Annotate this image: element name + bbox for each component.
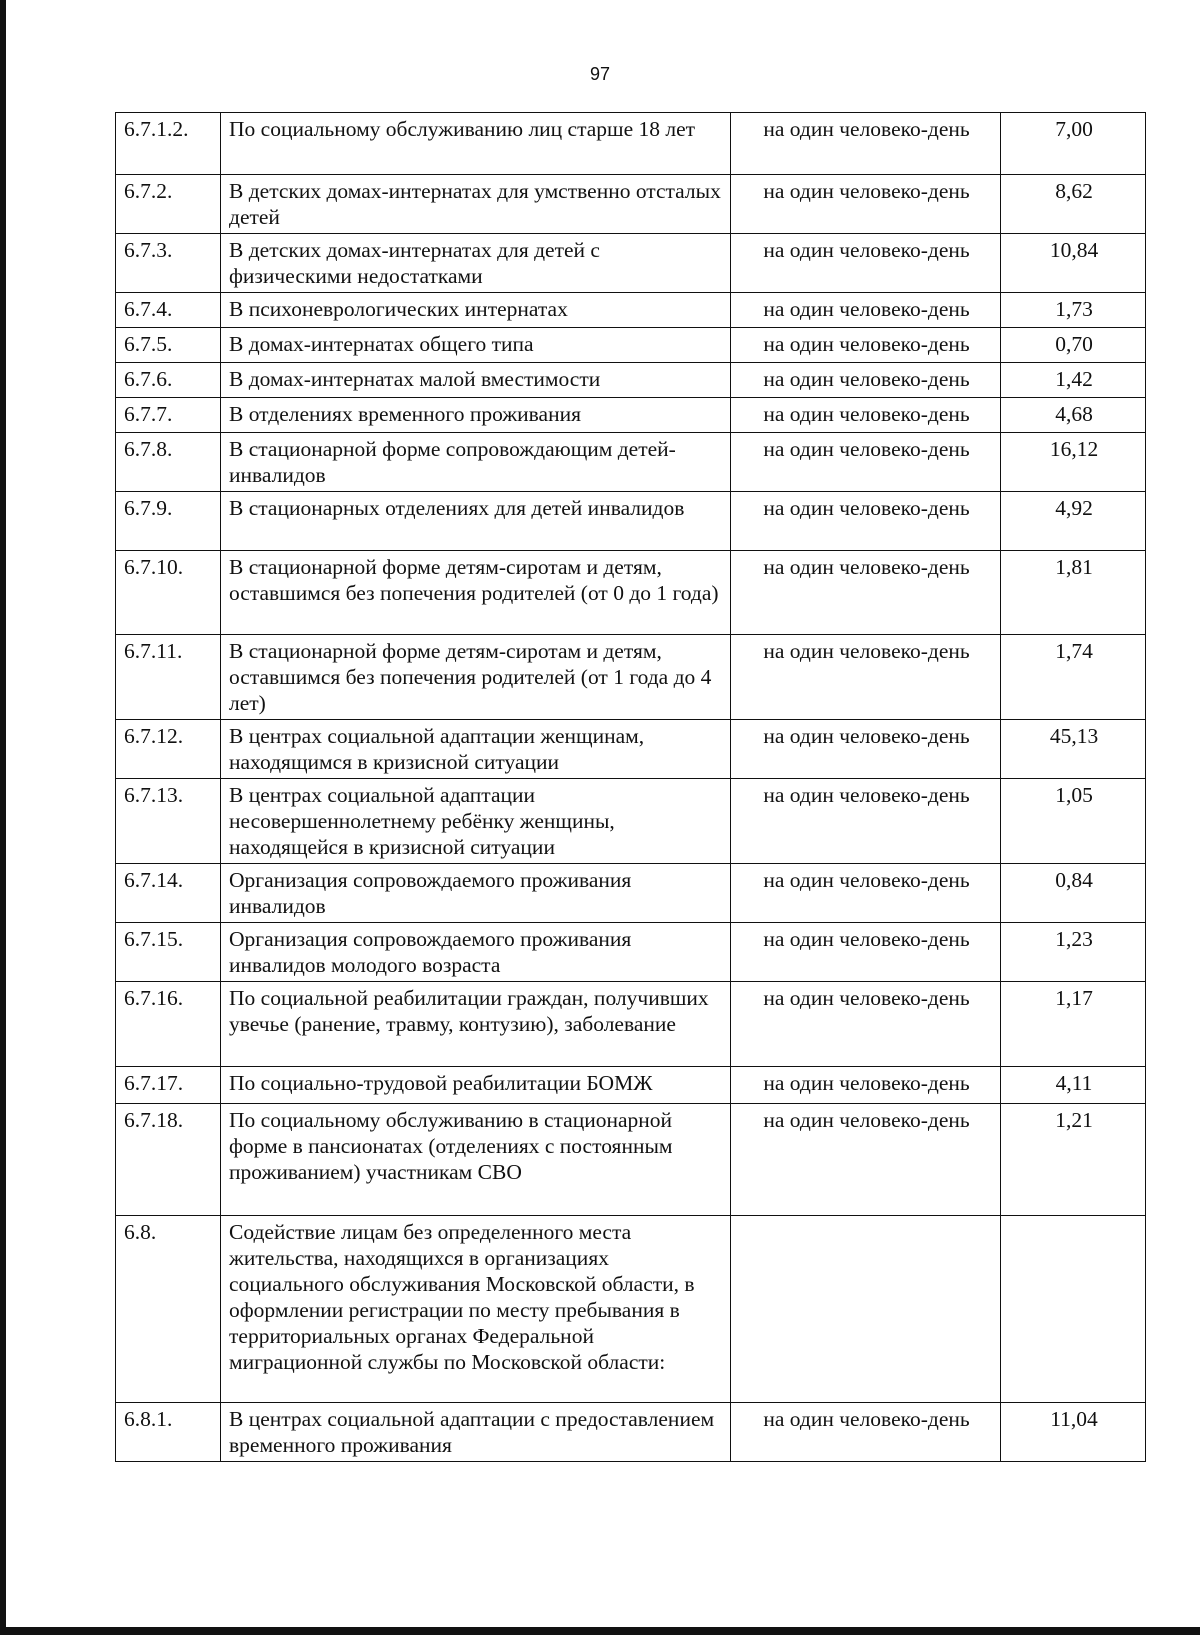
row-unit: на один человеко-день	[731, 551, 1001, 635]
row-value: 4,68	[1001, 398, 1146, 433]
row-value: 0,84	[1001, 864, 1146, 923]
row-name: Организация сопровождаемого проживания инвалидов молодого возраста	[221, 923, 731, 982]
row-name: В стационарных отделениях для детей инвалидов	[221, 492, 731, 551]
row-code: 6.7.10.	[116, 551, 221, 635]
row-value: 10,84	[1001, 234, 1146, 293]
row-unit: на один человеко-день	[731, 923, 1001, 982]
row-unit: на один человеко-день	[731, 492, 1001, 551]
row-unit: на один человеко-день	[731, 398, 1001, 433]
row-unit	[731, 1216, 1001, 1403]
row-name: В психоневрологических интернатах	[221, 293, 731, 328]
row-unit: на один человеко-день	[731, 864, 1001, 923]
table-row	[116, 293, 1146, 328]
row-code: 6.7.17.	[116, 1067, 221, 1104]
row-code: 6.7.15.	[116, 923, 221, 982]
row-unit: на один человеко-день	[731, 175, 1001, 234]
row-code: 6.8.1.	[116, 1403, 221, 1462]
table-row	[116, 398, 1146, 433]
scan-edge-bottom	[0, 1627, 1200, 1635]
row-code: 6.7.18.	[116, 1104, 221, 1216]
table-row	[116, 551, 1146, 635]
row-name: В центрах социальной адаптации несовершеннолетнему ребёнку женщины, находящейся в кризисной ситуации	[221, 779, 731, 864]
table-row	[116, 328, 1146, 363]
row-code: 6.7.1.2.	[116, 113, 221, 175]
row-unit: на один человеко-день	[731, 1067, 1001, 1104]
table-row	[116, 779, 1146, 864]
row-code: 6.7.7.	[116, 398, 221, 433]
row-value	[1001, 1216, 1146, 1403]
row-name: По социально-трудовой реабилитации БОМЖ	[221, 1067, 731, 1104]
row-value: 1,74	[1001, 635, 1146, 720]
row-name: В детских домах-интернатах для умственно отсталых детей	[221, 175, 731, 234]
row-value: 1,81	[1001, 551, 1146, 635]
row-value: 1,21	[1001, 1104, 1146, 1216]
row-name: В отделениях временного проживания	[221, 398, 731, 433]
row-unit: на один человеко-день	[731, 1403, 1001, 1462]
row-value: 45,13	[1001, 720, 1146, 779]
table-row	[116, 492, 1146, 551]
row-unit: на один человеко-день	[731, 635, 1001, 720]
row-unit: на один человеко-день	[731, 363, 1001, 398]
row-value: 1,17	[1001, 982, 1146, 1067]
table-row	[116, 720, 1146, 779]
table-row	[116, 433, 1146, 492]
row-name: В центрах социальной адаптации с предоставлением временного проживания	[221, 1403, 731, 1462]
row-code: 6.7.8.	[116, 433, 221, 492]
row-code: 6.7.9.	[116, 492, 221, 551]
row-name: По социальной реабилитации граждан, получивших увечье (ранение, травму, контузию), заболевание	[221, 982, 731, 1067]
row-code: 6.7.3.	[116, 234, 221, 293]
row-unit: на один человеко-день	[731, 328, 1001, 363]
row-name: По социальному обслуживанию в стационарной форме в пансионатах (отделениях с постоянным проживанием) участникам СВО	[221, 1104, 731, 1216]
row-value: 0,70	[1001, 328, 1146, 363]
table-row	[116, 1403, 1146, 1462]
row-unit: на один человеко-день	[731, 293, 1001, 328]
row-unit: на один человеко-день	[731, 982, 1001, 1067]
row-code: 6.7.6.	[116, 363, 221, 398]
row-name: Организация сопровождаемого проживания инвалидов	[221, 864, 731, 923]
table-row	[116, 1067, 1146, 1104]
row-unit: на один человеко-день	[731, 113, 1001, 175]
row-name: Содействие лицам без определенного места жительства, находящихся в организациях социального обслуживания Московской области, в оформлении регистрации по месту пребывания в территориальных органах Федеральной миграционной службы по Московской области:	[221, 1216, 731, 1403]
row-code: 6.7.11.	[116, 635, 221, 720]
row-code: 6.7.13.	[116, 779, 221, 864]
table-row	[116, 113, 1146, 175]
rates-table	[115, 112, 1146, 1462]
row-unit: на один человеко-день	[731, 433, 1001, 492]
table-row	[116, 923, 1146, 982]
table-row	[116, 1216, 1146, 1403]
row-name: В центрах социальной адаптации женщинам, находящимся в кризисной ситуации	[221, 720, 731, 779]
table-row	[116, 864, 1146, 923]
row-code: 6.7.14.	[116, 864, 221, 923]
row-code: 6.8.	[116, 1216, 221, 1403]
row-value: 16,12	[1001, 433, 1146, 492]
row-code: 6.7.5.	[116, 328, 221, 363]
row-value: 4,92	[1001, 492, 1146, 551]
row-value: 8,62	[1001, 175, 1146, 234]
row-value: 7,00	[1001, 113, 1146, 175]
table-row	[116, 982, 1146, 1067]
row-code: 6.7.16.	[116, 982, 221, 1067]
page-number: 97	[589, 64, 611, 84]
row-name: В домах-интернатах малой вместимости	[221, 363, 731, 398]
row-unit: на один человеко-день	[731, 1104, 1001, 1216]
table-row	[116, 1104, 1146, 1216]
row-name: В стационарной форме детям-сиротам и детям, оставшимся без попечения родителей (от 1 года до 4 лет)	[221, 635, 731, 720]
scan-edge-left	[0, 0, 6, 1635]
row-value: 1,05	[1001, 779, 1146, 864]
row-value: 1,73	[1001, 293, 1146, 328]
row-value: 11,04	[1001, 1403, 1146, 1462]
row-name: В домах-интернатах общего типа	[221, 328, 731, 363]
row-code: 6.7.12.	[116, 720, 221, 779]
row-value: 4,11	[1001, 1067, 1146, 1104]
row-unit: на один человеко-день	[731, 779, 1001, 864]
table-row	[116, 363, 1146, 398]
row-name: В стационарной форме сопровождающим детей-инвалидов	[221, 433, 731, 492]
row-unit: на один человеко-день	[731, 234, 1001, 293]
row-code: 6.7.4.	[116, 293, 221, 328]
row-name: В стационарной форме детям-сиротам и детям, оставшимся без попечения родителей (от 0 до 1 года)	[221, 551, 731, 635]
row-unit: на один человеко-день	[731, 720, 1001, 779]
row-code: 6.7.2.	[116, 175, 221, 234]
row-name: В детских домах-интернатах для детей с физическими недостатками	[221, 234, 731, 293]
table-row	[116, 635, 1146, 720]
table-row	[116, 234, 1146, 293]
row-value: 1,23	[1001, 923, 1146, 982]
table-row	[116, 175, 1146, 234]
row-value: 1,42	[1001, 363, 1146, 398]
row-name: По социальному обслуживанию лиц старше 18 лет	[221, 113, 731, 175]
